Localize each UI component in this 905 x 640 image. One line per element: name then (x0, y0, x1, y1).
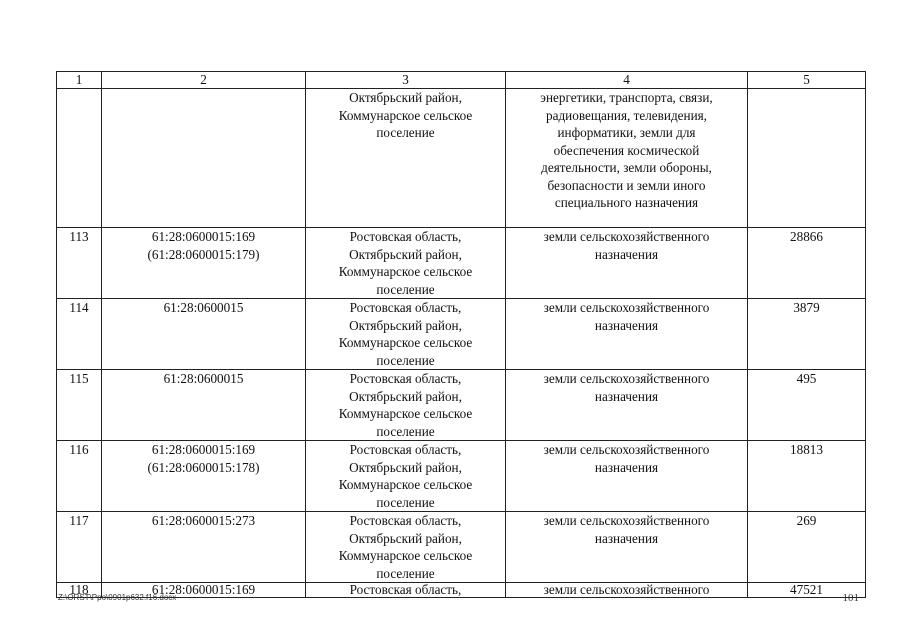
cell-row-number: 117 (57, 512, 102, 583)
cell-location: Октябрьский район, Коммунарское сельское поселение (306, 89, 506, 228)
cell-land-category: земли сельскохозяйственного назначения (506, 370, 748, 441)
cell-cadastral-number: 61:28:0600015:273 (102, 512, 306, 583)
cell-row-number: 114 (57, 299, 102, 370)
table-row (57, 89, 866, 228)
header-cell-5: 5 (748, 72, 866, 89)
table-row (57, 370, 866, 441)
cell-area: 28866 (748, 228, 866, 299)
header-cell-3: 3 (306, 72, 506, 89)
cell-location: Ростовская область, Октябрьский район, Коммунарское сельское поселение (306, 299, 506, 370)
cell-cadastral-number: 61:28:0600015:169 (61:28:0600015:179) (102, 228, 306, 299)
cell-row-number: 113 (57, 228, 102, 299)
cell-area: 47521 (748, 583, 866, 598)
cell-cadastral-number (102, 89, 306, 228)
table-row (57, 441, 866, 512)
header-cell-2: 2 (102, 72, 306, 89)
cell-location: Ростовская область, Октябрьский район, Коммунарское сельское поселение (306, 228, 506, 299)
cell-area (748, 89, 866, 228)
cell-cadastral-number: 61:28:0600015:169 (102, 583, 306, 598)
table-body (57, 72, 866, 598)
header-cell-4: 4 (506, 72, 748, 89)
cell-area: 269 (748, 512, 866, 583)
cell-cadastral-number: 61:28:0600015 (102, 370, 306, 441)
page-number: 101 (842, 592, 859, 604)
cell-area: 495 (748, 370, 866, 441)
land-plots-table (56, 71, 866, 598)
cell-land-category: земли сельскохозяйственного назначения (506, 228, 748, 299)
cell-land-category: земли сельскохозяйственного назначения (506, 299, 748, 370)
table-row (57, 583, 866, 598)
cell-land-category: энергетики, транспорта, связи, радиовещания, телевидения, информатики, земли для обеспечения космической деятельности, земли обороны, безопасности и земли иного специального назначения (506, 89, 748, 228)
file-path: Z:\ORST\Ppo\0901p632.f16.docx (58, 593, 177, 602)
cell-row-number: 118 (57, 583, 102, 598)
table-row (57, 228, 866, 299)
cell-location: Ростовская область, Октябрьский район, Коммунарское сельское поселение (306, 441, 506, 512)
cell-row-number: 116 (57, 441, 102, 512)
table-row (57, 299, 866, 370)
cell-location: Ростовская область, (306, 583, 506, 598)
cell-land-category: земли сельскохозяйственного (506, 583, 748, 598)
cell-area: 3879 (748, 299, 866, 370)
cell-area: 18813 (748, 441, 866, 512)
cell-cadastral-number: 61:28:0600015:169 (61:28:0600015:178) (102, 441, 306, 512)
cell-location: Ростовская область, Октябрьский район, Коммунарское сельское поселение (306, 370, 506, 441)
cell-location: Ростовская область, Октябрьский район, Коммунарское сельское поселение (306, 512, 506, 583)
table-row (57, 512, 866, 583)
header-row (57, 72, 866, 89)
cell-row-number (57, 89, 102, 228)
cell-land-category: земли сельскохозяйственного назначения (506, 512, 748, 583)
cell-land-category: земли сельскохозяйственного назначения (506, 441, 748, 512)
cell-cadastral-number: 61:28:0600015 (102, 299, 306, 370)
header-cell-1: 1 (57, 72, 102, 89)
cell-row-number: 115 (57, 370, 102, 441)
